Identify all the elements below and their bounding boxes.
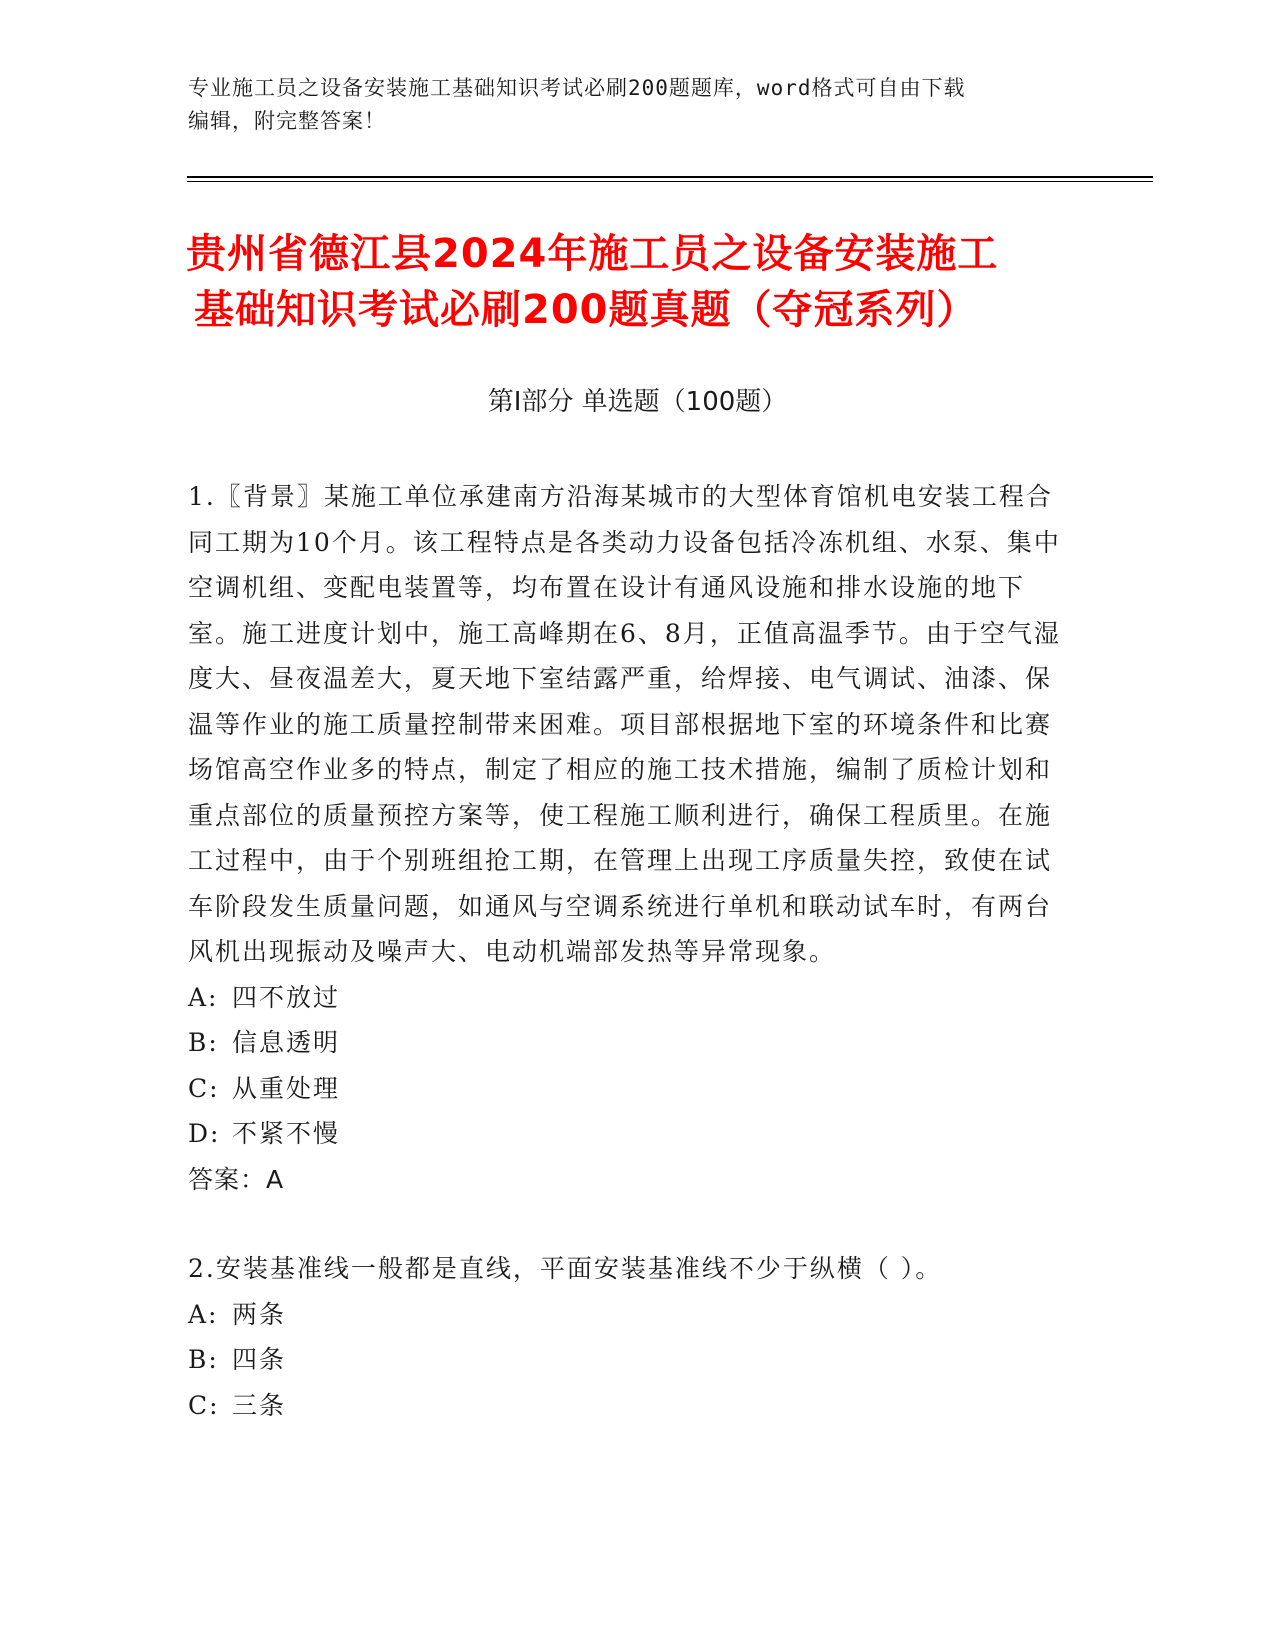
option-text: 四不放过	[232, 982, 341, 1012]
option-text: 三条	[232, 1390, 287, 1420]
option-text: 两条	[232, 1299, 287, 1329]
document-title-line-2: 基础知识考试必刷200题真题（夺冠系列）	[194, 287, 978, 333]
section-heading: 第Ⅰ部分 单选题（100题）	[487, 387, 788, 417]
option-letter: A:	[188, 982, 219, 1012]
question-1-option-d	[188, 1111, 1068, 1157]
option-letter: B:	[188, 1028, 219, 1057]
question-1-text: 1.〖背景〗某施工单位承建南方沿海某城市的大型体育馆机电安装工程合同工期为10个月。该工程特点是各类动力设备包括冷冻机组、水泵、集中空调机组、变配电装置等，均布置在设计有通风设施和排水设施的地下室。施工进度计划中，施工高峰期在6、8月，正值高温季节。由于空气湿度大、昼夜温差大，夏天地下室结露严重，给焊接、电气调试、油漆、保温等作业的施工质量控制带来困难。项目部根据地下室的环境条件和比赛场馆高空作业多的特点，制定了相应的施工技术措施，编制了质检计划和重点部位的质量预控方案等，使工程施工顺利进行，确保工程质里。在施工过程中，由于个别班组抢工期，在管理上出现工序质量失控，致使在试车阶段发生质量问题，如通风与空调系统进行单机和联动试车时，有两台风机出现振动及噪声大、电动机端部发热等异常现象。	[188, 482, 1061, 966]
question-2-option-b	[188, 1337, 1068, 1383]
option-letter: B:	[188, 1345, 219, 1374]
option-text: 四条	[232, 1345, 287, 1374]
document-title-line-1: 贵州省德江县2024年施工员之设备安装施工	[186, 231, 999, 277]
option-letter: A:	[188, 1299, 219, 1329]
option-text: 不紧不慢	[232, 1119, 341, 1148]
option-text: 从重处理	[232, 1073, 341, 1103]
question-2	[188, 1246, 1068, 1428]
header-divider-thin	[187, 181, 1153, 182]
header-divider-thick	[187, 176, 1153, 178]
question-1-answer: 答案：A	[188, 1164, 285, 1194]
option-text: 信息透明	[232, 1028, 341, 1057]
option-letter: C:	[188, 1073, 220, 1103]
header-note-line-1: 专业施工员之设备安装施工基础知识考试必刷200题题库，word格式可自由下载	[188, 76, 966, 100]
document-header-note	[188, 72, 1068, 138]
option-letter: D:	[188, 1119, 221, 1148]
header-note-line-2: 编辑，附完整答案！	[188, 109, 386, 133]
option-letter: C:	[188, 1390, 220, 1420]
question-list	[188, 474, 1068, 1472]
question-2-text: 2.安装基准线一般都是直线，平面安装基准线不少于纵横（ ）。	[188, 1254, 943, 1283]
question-2-option-a	[188, 1292, 1068, 1338]
question-1-option-b	[188, 1020, 1068, 1066]
question-1-option-a	[188, 975, 1068, 1021]
question-1-option-c	[188, 1066, 1068, 1112]
question-1	[188, 474, 1068, 1202]
question-2-option-c	[188, 1383, 1068, 1429]
document-title	[186, 226, 1126, 338]
